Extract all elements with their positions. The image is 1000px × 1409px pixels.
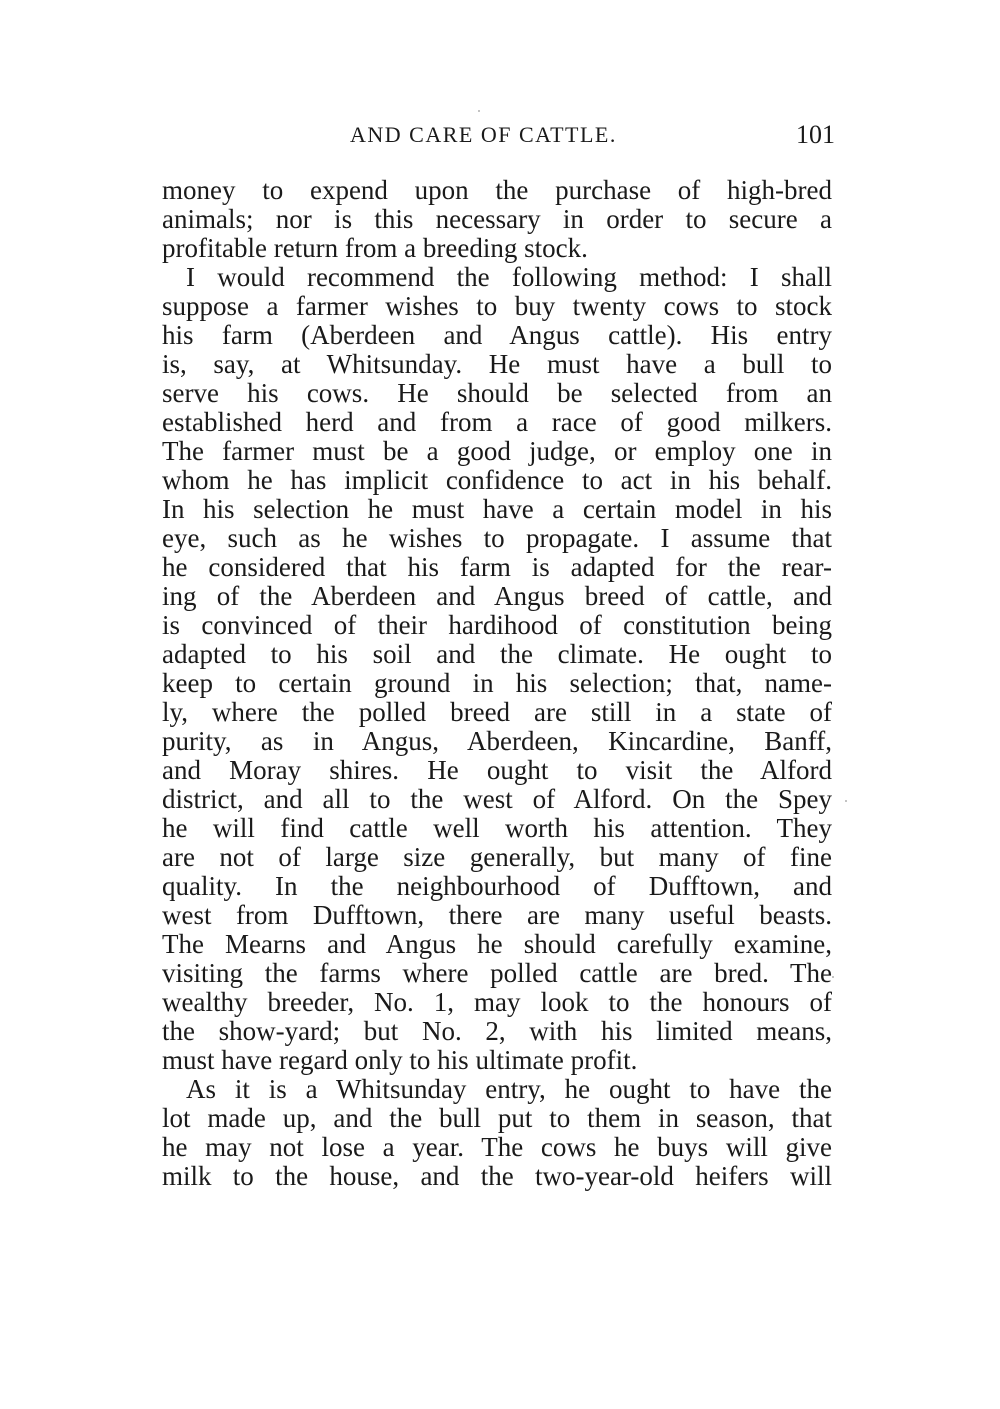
body-text [162,176,832,1191]
text-line: ing of the Aberdeen and Angus breed of cattle, and [162,582,832,611]
text-line: his farm (Aberdeen and Angus cattle). His entry [162,321,832,350]
text-line: established herd and from a race of good milkers. [162,408,832,437]
scan-speck [478,110,480,112]
text-line: are not of large size generally, but many of fine [162,843,832,872]
text-line: lot made up, and the bull put to them in season, that [162,1104,832,1133]
text-line: the show-yard; but No. 2, with his limited means, [162,1017,832,1046]
running-title: AND CARE OF CATTLE. [350,122,617,147]
text-line: In his selection he must have a certain model in his [162,495,832,524]
text-line: I would recommend the following method: I shall [186,263,832,292]
text-line: animals; nor is this necessary in order to secure a [162,205,832,234]
text-line: suppose a farmer wishes to buy twenty cows to stock [162,292,832,321]
text-line: must have regard only to his ultimate profit. [162,1046,638,1075]
text-line: and Moray shires. He ought to visit the Alford [162,756,832,785]
page-number: 101 [796,120,835,149]
text-line: keep to certain ground in his selection; that, name- [162,669,832,698]
text-line: The Mearns and Angus he should carefully examine, [162,930,832,959]
text-line: district, and all to the west of Alford. On the Spey [162,785,832,814]
text-line: visiting the farms where polled cattle are bred. The [162,959,832,988]
text-line: profitable return from a breeding stock. [162,234,588,263]
text-line: west from Dufftown, there are many useful beasts. [162,901,832,930]
text-line: he may not lose a year. The cows he buys will give [162,1133,832,1162]
text-line: serve his cows. He should be selected from an [162,379,832,408]
paragraph [162,176,832,263]
text-line: eye, such as he wishes to propagate. I assume that [162,524,832,553]
text-line: is convinced of their hardihood of constitution being [162,611,832,640]
running-head [160,122,835,156]
text-line: milk to the house, and the two-year-old heifers will [162,1162,832,1191]
text-line: whom he has implicit confidence to act in his behalf. [162,466,832,495]
scan-speck [832,976,834,978]
text-line: is, say, at Whitsunday. He must have a bull to [162,350,832,379]
text-line: money to expend upon the purchase of high-bred [162,176,832,205]
paragraph [162,263,832,1075]
text-line: quality. In the neighbourhood of Dufftown, and [162,872,832,901]
paragraph [162,1075,832,1191]
text-line: wealthy breeder, No. 1, may look to the honours of [162,988,832,1017]
scan-speck [845,800,847,802]
text-line: adapted to his soil and the climate. He ought to [162,640,832,669]
text-line: ly, where the polled breed are still in a state of [162,698,832,727]
text-line: purity, as in Angus, Aberdeen, Kincardine, Banff, [162,727,832,756]
text-line: he considered that his farm is adapted for the rear- [162,553,832,582]
text-line: As it is a Whitsunday entry, he ought to have the [186,1075,832,1104]
text-line: he will find cattle well worth his attention. They [162,814,832,843]
text-line: The farmer must be a good judge, or employ one in [162,437,832,466]
